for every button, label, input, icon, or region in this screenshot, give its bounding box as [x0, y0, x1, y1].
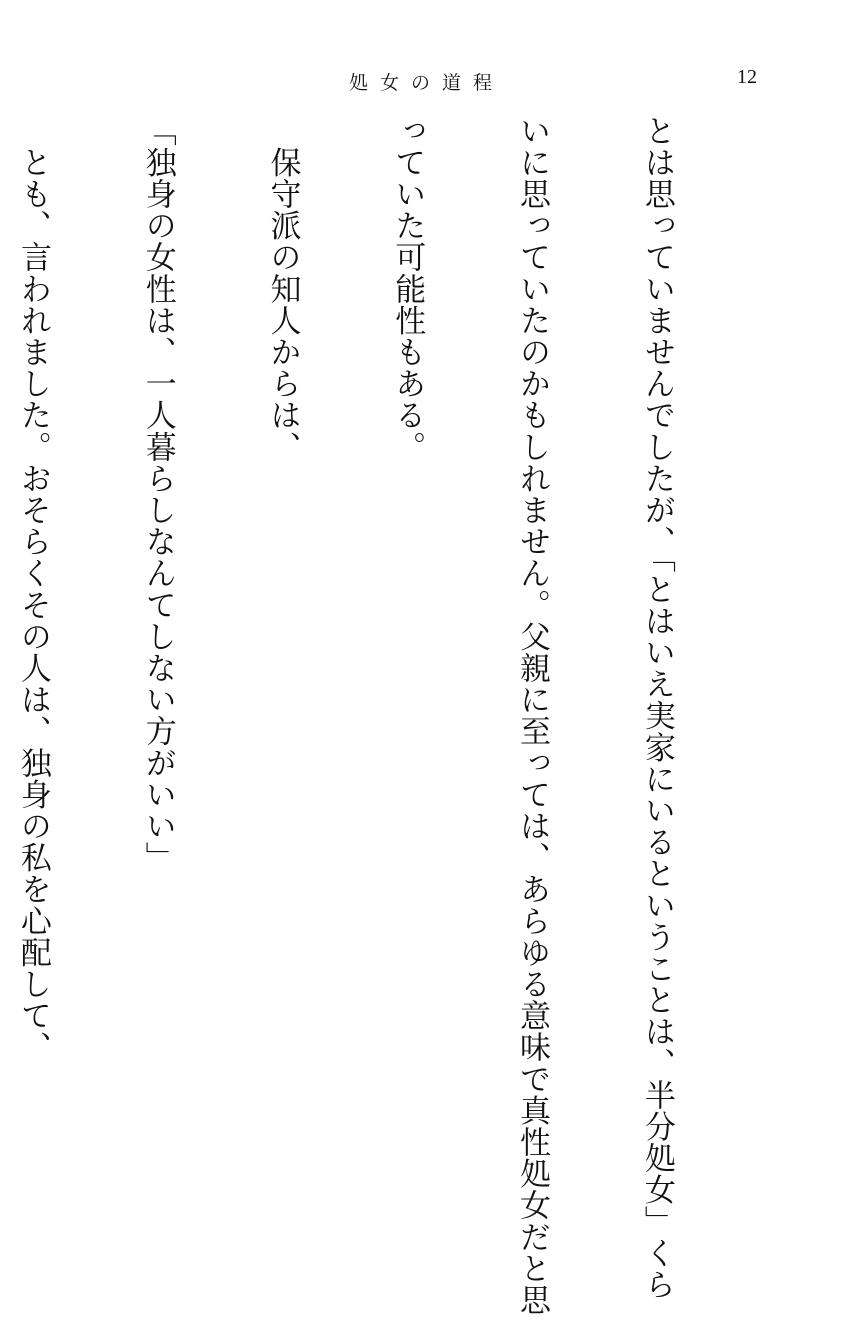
text-line: 「独身の女性は、一人暮らしなんてしない方がいい」: [139, 115, 176, 874]
vertical-body-text: [14, 115, 760, 1316]
text-line: とは思っていませんでしたが、「とはいえ実家にいるということは、半分処女」くら: [638, 115, 675, 1301]
running-header-title: 処女の道程: [348, 72, 504, 94]
page-number: 12: [737, 66, 757, 88]
text-line: っていた可能性もある。: [389, 115, 426, 463]
text-line: 保守派の知人からは、: [264, 115, 301, 463]
text-line: とも、言われました。おそらくその人は、独身の私を心配して、: [14, 115, 51, 1063]
text-line: いに思っていたのかもしれません。父親に至っては、あらゆる意味で真性処女だと思: [514, 115, 551, 1316]
